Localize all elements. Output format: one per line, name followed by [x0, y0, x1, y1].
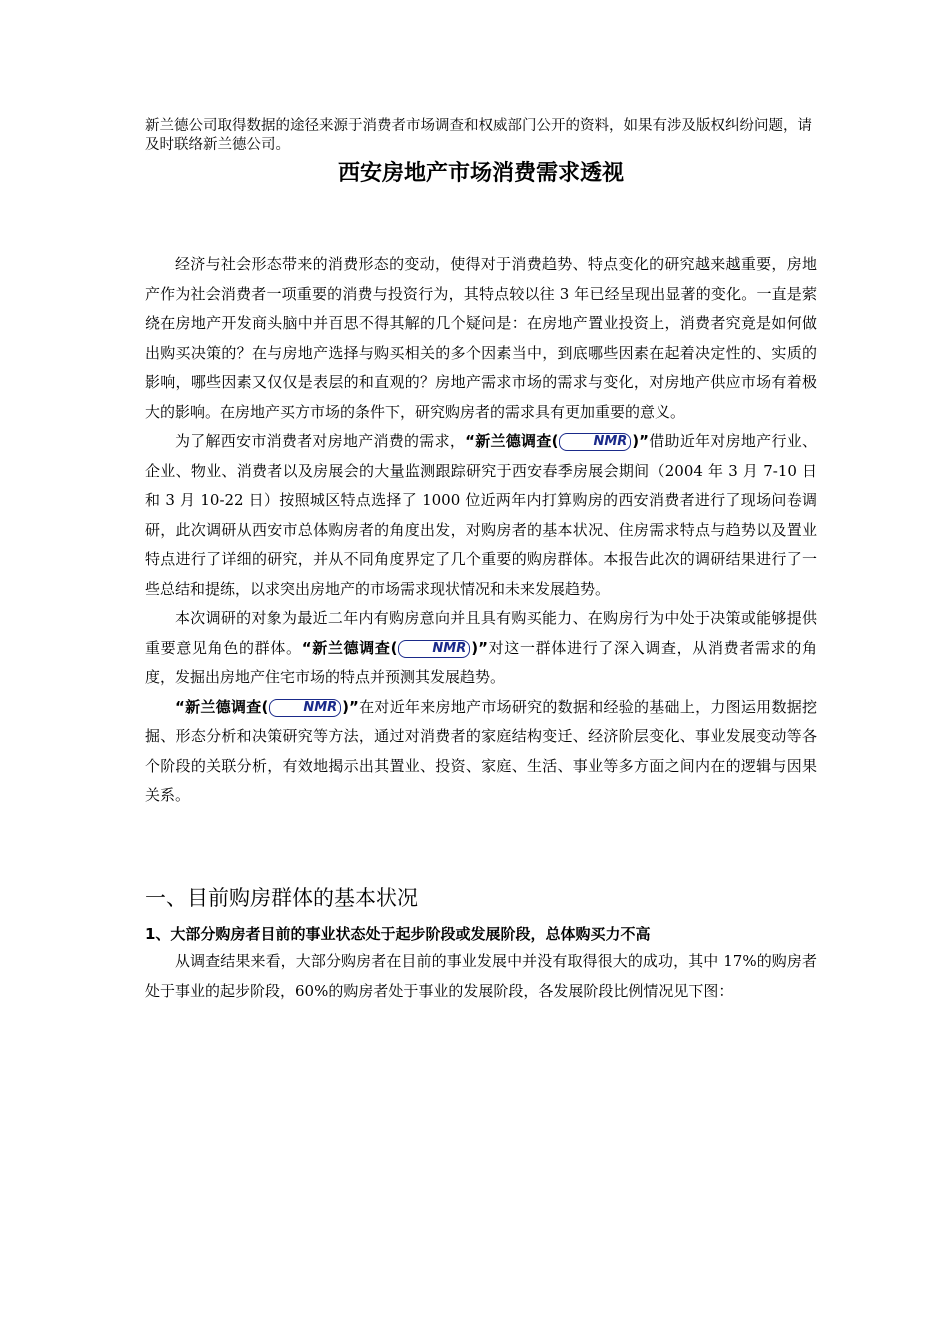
- intro-section: [145, 250, 817, 811]
- document-title: 西安房地产市场消费需求透视: [337, 161, 624, 186]
- nmr-logo: NMR: [398, 640, 470, 658]
- paragraph-3-rest: 对这一群体进行了深入调查，从消费者需求的角度，发掘出房地产住宅市场的特点并预测其发展趋势。: [145, 638, 817, 686]
- copyright-disclaimer: 新兰德公司取得数据的途径来源于消费者市场调查和权威部门公开的资料，如果有涉及版权纠纷问题，请及时联络新兰德公司。: [145, 118, 812, 153]
- brand-mention: “新兰德调查( NMR )”: [301, 638, 488, 657]
- brand-mention: “新兰德调查( NMR )”: [465, 432, 650, 450]
- paragraph-2: [145, 427, 817, 604]
- section-1-body: [145, 947, 817, 1006]
- paragraph-2-rest: 借助近年对房地产行业、企业、物业、消费者以及房展会的大量监测跟踪研究于西安春季房展会期间（2004 年 3 月 7-10 日和 3 月 10-22 日）按照城区特点选择了 1000 位近两年内打算购房的西安消费者进行了现场问卷调研，此次调研从西安市总体购房者的角度出发，对购房者的基本状况、住房需求特点与趋势以及置业特点进行了详细的研究，并从不同角度界定了几个重要的购房群体。本报告此次的调研结果进行了一些总结和提练，以求突出房地产的市场需求现状情况和未来发展趋势。: [145, 432, 817, 598]
- section-heading: 一、目前购房群体的基本状况: [145, 886, 418, 910]
- paragraph-2-lead: 为了解西安市消费者对房地产消费的需求，: [175, 432, 466, 450]
- section-1-paragraph: 从调查结果来看，大部分购房者在目前的事业发展中并没有取得很大的成功，其中 17%的购房者处于事业的起步阶段，60%的购房者处于事业的发展阶段，各发展阶段比例情况见下图：: [145, 952, 817, 1000]
- paragraph-4-rest: 在对近年来房地产市场研究的数据和经验的基础上，力图运用数据挖掘、形态分析和决策研究等方法，通过对消费者的家庭结构变迁、经济阶层变化、事业发展变动等各个阶段的关联分析，有效地揭示出其置业、投资、家庭、生活、事业等多方面之间内在的逻辑与因果关系。: [145, 697, 817, 804]
- subsection-heading: 1、大部分购房者目前的事业状态处于起步阶段或发展阶段，总体购买力不高: [145, 925, 651, 943]
- nmr-logo: NMR: [269, 699, 341, 717]
- nmr-logo: NMR: [559, 433, 631, 451]
- paragraph-1: 经济与社会形态带来的消费形态的变动，使得对于消费趋势、特点变化的研究越来越重要，房地产作为社会消费者一项重要的消费与投资行为，其特点较以往 3 年已经呈现出显著的变化。一直是萦绕在房地产开发商头脑中并百思不得其解的几个疑问是：在房地产置业投资上，消费者究竟是如何做出购买决策的？在与房地产选择与购买相关的多个因素当中，到底哪些因素在起着决定性的、实质的影响，哪些因素又仅仅是表层的和直观的？房地产需求市场的需求与变化，对房地产供应市场有着极大的影响。在房地产买方市场的条件下，研究购房者的需求具有更加重要的意义。: [145, 255, 817, 421]
- brand-mention: “新兰德调查( NMR )”: [175, 697, 359, 716]
- paragraph-3: [145, 604, 817, 693]
- paragraph-4: [145, 693, 817, 811]
- paragraph-3-lead: 本次调研的对象为最近二年内有购房意向并且具有购买能力、在购房行为中处于决策或能够提供重要意见角色的群体。: [145, 609, 817, 657]
